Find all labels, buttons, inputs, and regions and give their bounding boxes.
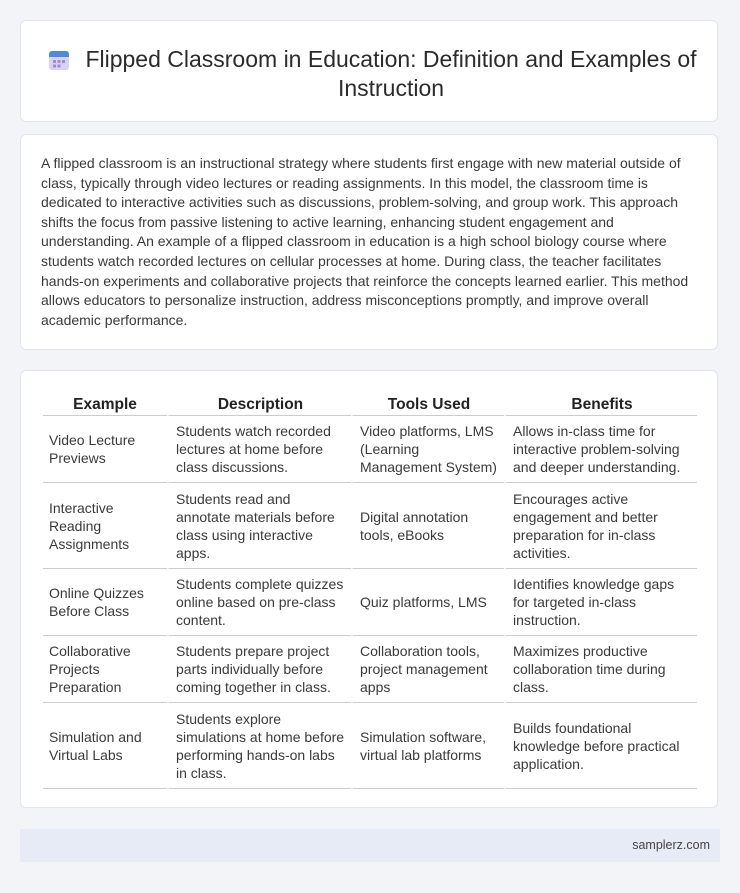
footer-bar (20, 829, 720, 862)
table-cell: Video platforms, LMS (Learning Management System) (351, 416, 504, 483)
footer-site-link[interactable]: samplerz.com (632, 838, 710, 852)
table-cell: Builds foundational knowledge before practical application. (504, 703, 697, 789)
table-cell: Simulation and Virtual Labs (43, 703, 167, 789)
table-cell: Digital annotation tools, eBooks (351, 483, 504, 569)
table-cell: Video Lecture Previews (43, 416, 167, 483)
table-cell: Students complete quizzes online based on pre-class content. (167, 569, 351, 636)
table-card (20, 370, 718, 808)
table-cell: Maximizes productive collaboration time during class. (504, 636, 697, 703)
calendar-icon (47, 48, 71, 72)
table-cell: Students read and annotate materials before class using interactive apps. (167, 483, 351, 569)
table-cell: Allows in-class time for interactive problem-solving and deeper understanding. (504, 416, 697, 483)
page-title: Flipped Classroom in Education: Definition and Examples of Instruction (85, 46, 697, 101)
table-cell: Students watch recorded lectures at home before class discussions. (167, 416, 351, 483)
table-cell: Students explore simulations at home before performing hands-on labs in class. (167, 703, 351, 789)
intro-card (20, 134, 718, 350)
column-header: Description (167, 393, 351, 416)
table-cell: Collaboration tools, project management apps (351, 636, 504, 703)
table-cell: Online Quizzes Before Class (43, 569, 167, 636)
table-cell: Identifies knowledge gaps for targeted in-class instruction. (504, 569, 697, 636)
table-cell: Interactive Reading Assignments (43, 483, 167, 569)
table-cell: Encourages active engagement and better preparation for in-class activities. (504, 483, 697, 569)
table-header-row (43, 393, 697, 416)
intro-paragraph: A flipped classroom is an instructional strategy where students first engage with new material outside of class, typically through video lectures or reading assignments. In this model, the classroom time is dedicated to interactive activities such as discussions, problem-solving, and group work. This approach shifts the focus from passive listening to active learning, enhancing student engagement and understanding. An example of a flipped classroom in education is a high school biology course where students watch recorded lectures on cellular processes at home. During class, the teacher facilitates hands-on experiments and collaborative projects that reinforce the concepts learned earlier. This method allows educators to personalize instruction, address misconceptions promptly, and improve overall academic performance. (41, 155, 689, 328)
table-cell: Students prepare project parts individually before coming together in class. (167, 636, 351, 703)
table-cell: Simulation software, virtual lab platforms (351, 703, 504, 789)
column-header: Example (43, 393, 167, 416)
title-card (20, 20, 718, 122)
column-header: Tools Used (351, 393, 504, 416)
table-row (43, 416, 697, 483)
table-row (43, 569, 697, 636)
table-row (43, 636, 697, 703)
examples-table (43, 393, 697, 789)
column-header: Benefits (504, 393, 697, 416)
table-row (43, 483, 697, 569)
table-cell: Quiz platforms, LMS (351, 569, 504, 636)
table-cell: Collaborative Projects Preparation (43, 636, 167, 703)
table-row (43, 703, 697, 789)
